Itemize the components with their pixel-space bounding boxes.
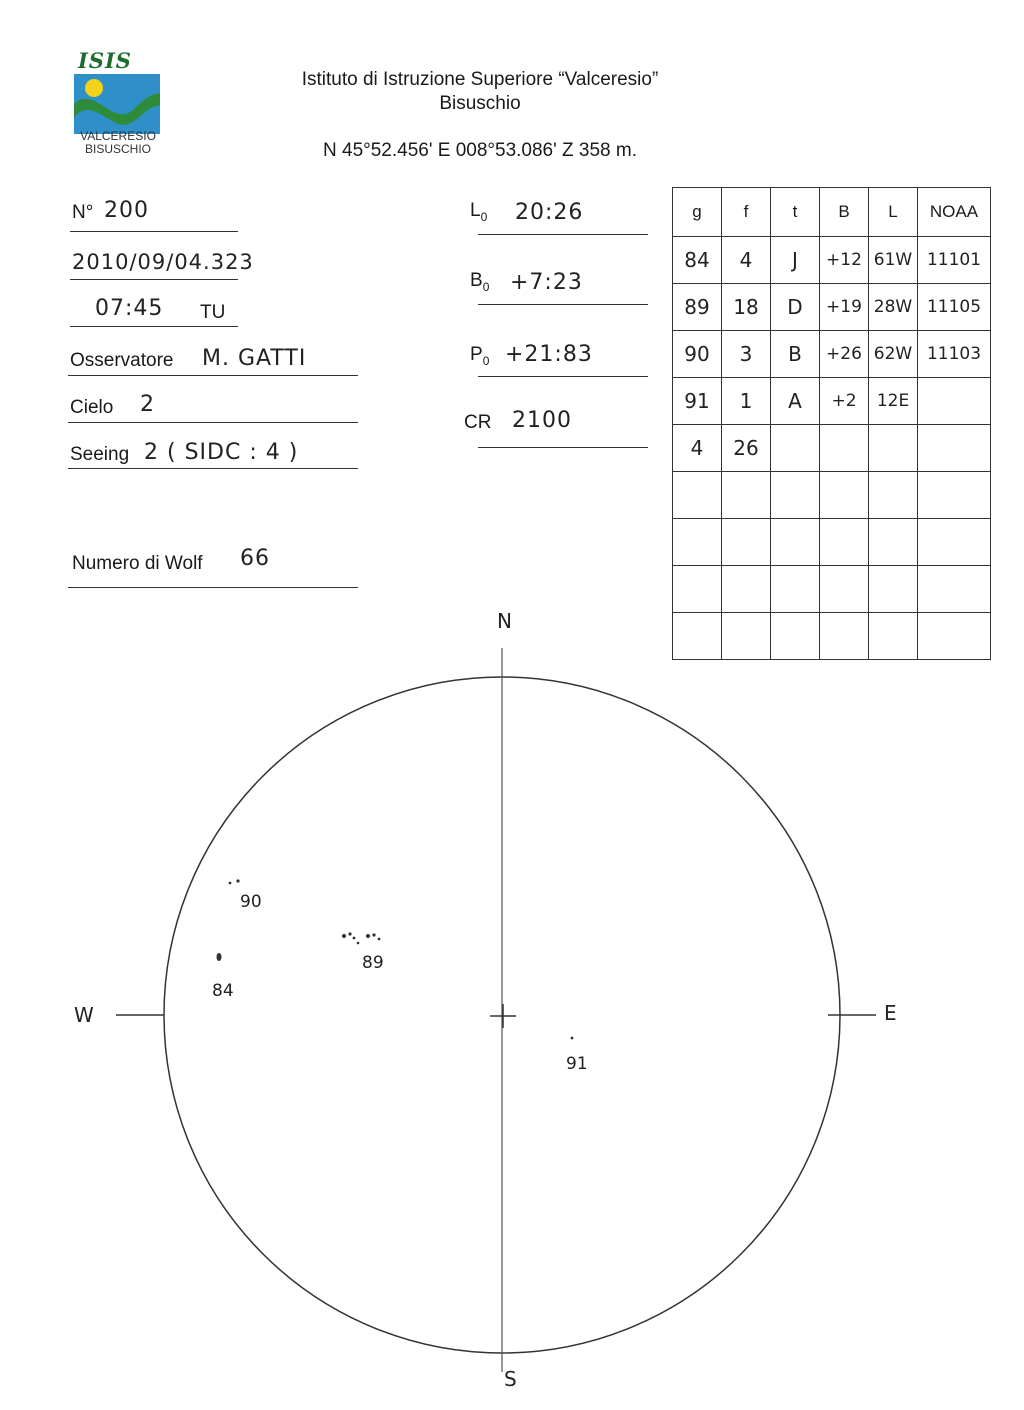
group-label-89: 89: [362, 953, 384, 973]
cell-l: [869, 472, 918, 519]
cell-noaa: [918, 519, 991, 566]
logo-emblem-icon: [74, 74, 160, 134]
p0-value: +21:83: [505, 342, 593, 367]
date-underline: [70, 279, 238, 280]
header-noaa: NOAA: [918, 188, 991, 237]
table-row: [673, 472, 991, 519]
seeing-underline: [68, 468, 358, 469]
sunspot-mark: [372, 933, 375, 936]
l0-letter: L: [470, 200, 481, 221]
cell-g: [673, 519, 722, 566]
observer-label: Osservatore: [70, 350, 174, 371]
cr-label: CR: [464, 412, 492, 433]
cell-f: 18: [722, 284, 771, 331]
number-label: N°: [72, 202, 94, 223]
cell-f: [722, 519, 771, 566]
cell-noaa: 11103: [918, 331, 991, 378]
l0-value: 20:26: [515, 200, 584, 225]
sunspot-mark: [357, 942, 360, 945]
table-row: [673, 519, 991, 566]
group-label-90: 90: [240, 892, 262, 912]
table-row: [673, 378, 991, 425]
north-label: N: [497, 609, 512, 633]
seeing-label: Seeing: [70, 444, 130, 465]
header-l: L: [869, 188, 918, 237]
cell-g: 90: [673, 331, 722, 378]
sunspot-mark: [571, 1037, 574, 1040]
institute-name: Istituto di Istruzione Superiore “Valceresio”: [301, 69, 659, 90]
group-label-84: 84: [212, 981, 234, 1001]
cell-f: 26: [722, 425, 771, 472]
sunspot-mark: [229, 882, 232, 885]
cell-noaa: 11105: [918, 284, 991, 331]
cell-t: D: [771, 284, 820, 331]
sunspot-mark: [353, 937, 356, 940]
b0-label: [470, 270, 489, 294]
group-label-91: 91: [566, 1054, 588, 1074]
institute-town: Bisuschio: [439, 93, 521, 114]
cell-b: +26: [820, 331, 869, 378]
solar-disk-drawing: [0, 600, 1024, 1400]
cell-noaa: [918, 378, 991, 425]
cell-b: [820, 425, 869, 472]
school-logo: [72, 48, 164, 160]
cell-t: [771, 425, 820, 472]
cell-g: 4: [673, 425, 722, 472]
header-g: g: [673, 188, 722, 237]
logo-label-text: VALCERESIO BISUSCHIO: [80, 129, 156, 156]
time-underline: [70, 326, 238, 327]
observer-underline: [68, 375, 358, 376]
number-underline: [70, 231, 238, 232]
cell-g: 84: [673, 237, 722, 284]
cell-g: 89: [673, 284, 722, 331]
p0-subscript: 0: [482, 353, 490, 368]
table-row: [673, 237, 991, 284]
table-row: [673, 331, 991, 378]
sunspot-group-91-marks: [571, 1037, 574, 1040]
cell-noaa: 11101: [918, 237, 991, 284]
cell-b: +19: [820, 284, 869, 331]
p0-label: [470, 344, 489, 368]
sunspot-group-90-marks: [229, 879, 240, 884]
cell-noaa: [918, 425, 991, 472]
cr-underline: [478, 447, 648, 448]
cell-f: 4: [722, 237, 771, 284]
cell-b: +12: [820, 237, 869, 284]
seeing-value: 2 ( SIDC : 4 ): [144, 440, 299, 465]
cell-l: 61W: [869, 237, 918, 284]
cell-f: [722, 472, 771, 519]
cell-b: +2: [820, 378, 869, 425]
cell-b: [820, 472, 869, 519]
logo-label: [72, 130, 164, 156]
header-f: f: [722, 188, 771, 237]
b0-subscript: 0: [482, 279, 490, 294]
south-label: S: [504, 1367, 517, 1391]
cell-l: [869, 425, 918, 472]
table-row: [673, 284, 991, 331]
cell-t: [771, 519, 820, 566]
institute-header: [250, 68, 710, 116]
cell-t: A: [771, 378, 820, 425]
cell-l: 28W: [869, 284, 918, 331]
p0-underline: [478, 376, 648, 377]
wolf-underline: [68, 587, 358, 588]
l0-subscript: 0: [480, 209, 488, 224]
logo-wordmark: ISIS: [78, 48, 132, 73]
sunspot-mark: [342, 934, 346, 938]
wolf-label: Numero di Wolf: [72, 553, 203, 574]
cell-b: [820, 519, 869, 566]
cell-t: [771, 472, 820, 519]
table-row: [673, 425, 991, 472]
cell-t: J: [771, 237, 820, 284]
cell-noaa: [918, 472, 991, 519]
cell-f: 1: [722, 378, 771, 425]
cr-value: 2100: [512, 408, 572, 433]
observatory-coordinates: N 45°52.456' E 008°53.086' Z 358 m.: [323, 140, 637, 161]
wolf-value: 66: [240, 546, 270, 571]
sunspot-mark: [217, 953, 222, 961]
b0-letter: B: [470, 270, 483, 291]
cell-l: 12E: [869, 378, 918, 425]
cell-l: 62W: [869, 331, 918, 378]
sunspot-mark: [366, 934, 370, 938]
sunspot-mark: [378, 938, 381, 941]
sunspot-group-84-marks: [217, 953, 222, 961]
sunspot-mark: [236, 879, 239, 882]
west-label: W: [74, 1003, 94, 1027]
east-label: E: [884, 1001, 897, 1025]
disk-geometry: [116, 648, 876, 1372]
time-unit: TU: [200, 302, 226, 323]
observer-value: M. GATTI: [202, 346, 307, 371]
header-t: t: [771, 188, 820, 237]
cell-g: 91: [673, 378, 722, 425]
sky-underline: [68, 422, 358, 423]
p0-letter: P: [470, 344, 483, 365]
l0-underline: [478, 234, 648, 235]
date-value: 2010/09/04.323: [72, 250, 254, 274]
sky-label: Cielo: [70, 397, 114, 418]
b0-underline: [478, 304, 648, 305]
l0-label: [470, 200, 487, 224]
cell-g: [673, 472, 722, 519]
number-value: 200: [104, 198, 149, 223]
time-value: 07:45: [95, 296, 164, 321]
header-b: B: [820, 188, 869, 237]
table-header-row: [673, 188, 991, 237]
sunspot-mark: [348, 932, 351, 935]
sky-value: 2: [140, 392, 155, 417]
cell-l: [869, 519, 918, 566]
cell-t: B: [771, 331, 820, 378]
sunspot-groups-table: [672, 187, 991, 660]
sunspot-group-89-marks: [342, 932, 380, 944]
b0-value: +7:23: [510, 270, 583, 295]
cell-f: 3: [722, 331, 771, 378]
